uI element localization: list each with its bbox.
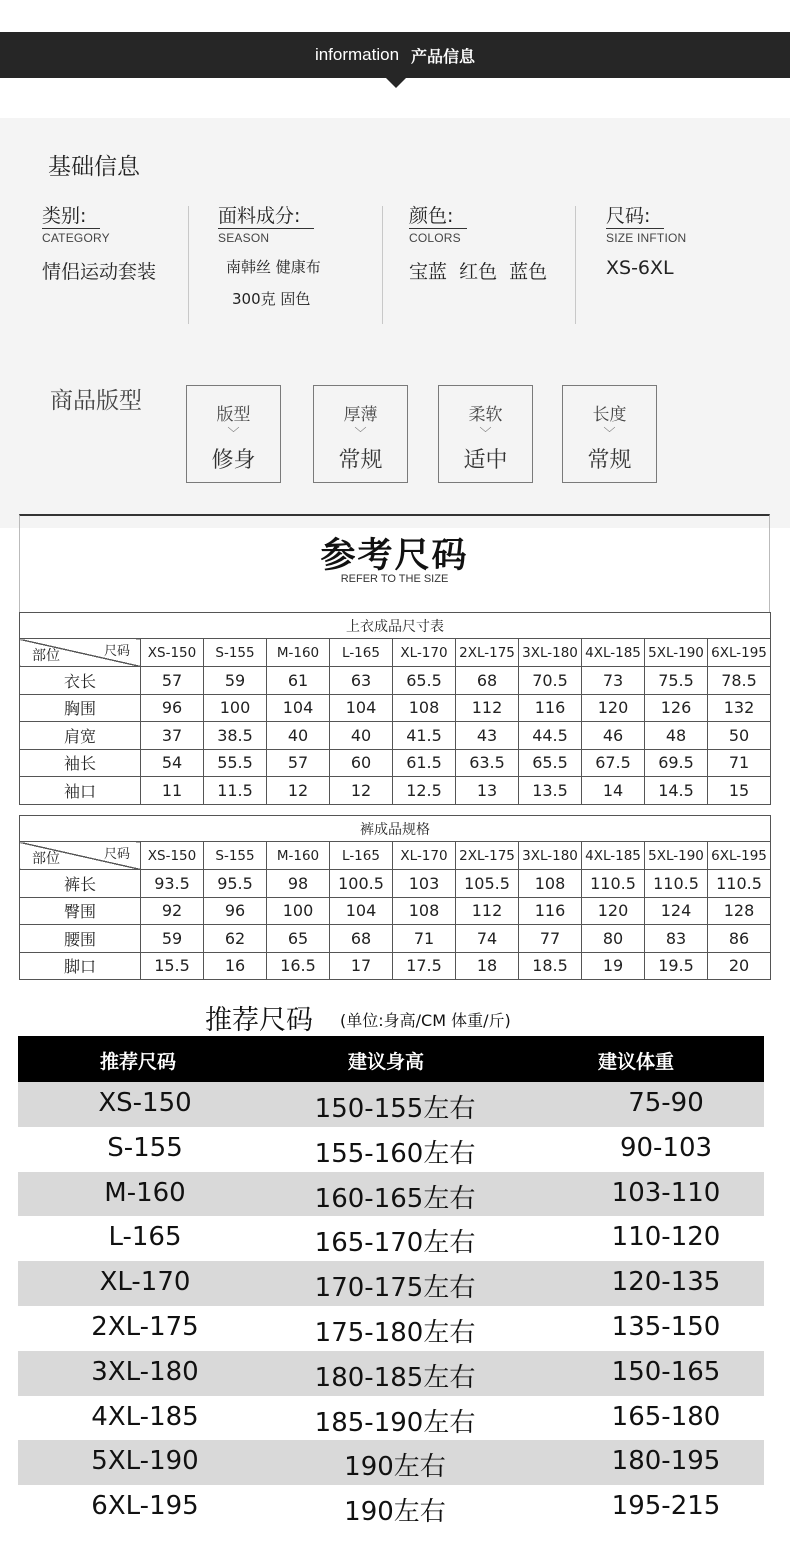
table-cell: 40: [267, 722, 330, 750]
recommend-height-cell: 170-175左右: [314, 1273, 476, 1304]
attr-sub: CATEGORY: [42, 231, 110, 245]
recommend-weight-cell: 110-120: [611, 1222, 721, 1253]
recommend-weight-cell: 120-135: [611, 1267, 721, 1298]
table-cell: 16: [204, 952, 267, 980]
recommend-height-cell: 180-185左右: [314, 1362, 476, 1393]
recommend-height-cell: 190左右: [344, 1452, 446, 1483]
recommend-size-cell: 4XL-185: [91, 1401, 199, 1432]
header-en: information: [314, 45, 400, 64]
top-size-table: [19, 612, 771, 805]
table-cell: 78.5: [708, 667, 771, 695]
table-cell: 71: [708, 749, 771, 777]
table-cell: 71: [393, 925, 456, 953]
table-cell: 100: [267, 897, 330, 925]
reference-size-header: [19, 514, 770, 612]
chevron-down-icon: ﹀: [227, 426, 240, 440]
table-cell: 57: [267, 749, 330, 777]
attr-label: 面料成分:: [218, 204, 314, 229]
table-row: [20, 722, 771, 750]
fit-title: 商品版型: [50, 388, 142, 414]
table-row: [20, 925, 771, 953]
size-header-cell: M-160: [267, 842, 330, 870]
table-cell: 108: [519, 870, 582, 898]
table-row: [20, 749, 771, 777]
recommend-unit: (单位:身高/CM 体重/斤): [340, 1011, 511, 1030]
table-caption-row: [20, 816, 771, 842]
size-header-cell: L-165: [330, 842, 393, 870]
recommend-weight-cell: 150-165: [611, 1356, 721, 1387]
table-cell: 108: [393, 897, 456, 925]
table-cell: 96: [204, 897, 267, 925]
attr-colors: [409, 204, 547, 284]
divider: [382, 206, 383, 324]
recommend-size-cell: S-155: [107, 1132, 183, 1163]
table-cell: 98: [267, 870, 330, 898]
attr-value: XS-6XL: [606, 257, 674, 279]
table-cell: 92: [141, 897, 204, 925]
table-cell: 13.5: [519, 777, 582, 805]
recommend-row: [18, 1261, 764, 1306]
bottom-size-table: [19, 815, 771, 980]
table-cell: 61: [267, 667, 330, 695]
recommend-weight-cell: 90-103: [619, 1132, 713, 1163]
table-row: [20, 777, 771, 805]
corner-part-label: 部位: [32, 648, 60, 664]
size-header-cell: XS-150: [141, 639, 204, 667]
size-header-cell: 4XL-185: [582, 639, 645, 667]
table-cell: 74: [456, 925, 519, 953]
recommend-header-height: 建议身高: [348, 1051, 425, 1073]
size-header-cell: 5XL-190: [645, 639, 708, 667]
table-cell: 70.5: [519, 667, 582, 695]
attr-value: 情侣运动套装: [42, 261, 157, 283]
table-cell: 46: [582, 722, 645, 750]
fit-box-thickness: [313, 385, 408, 483]
recommend-height-cell: 190左右: [344, 1497, 446, 1528]
table-cell: 105.5: [456, 870, 519, 898]
table-cell: 100.5: [330, 870, 393, 898]
recommend-size-cell: 3XL-180: [91, 1356, 199, 1387]
recommend-weight-cell: 75-90: [628, 1088, 704, 1118]
chevron-down-icon: ﹀: [603, 426, 616, 440]
table-cell: 60: [330, 749, 393, 777]
table-cell: 103: [393, 870, 456, 898]
table-cell: 112: [456, 694, 519, 722]
header-arrow-icon: [386, 78, 406, 88]
table-cell: 38.5: [204, 722, 267, 750]
table-cell: 116: [519, 897, 582, 925]
size-header-cell: 2XL-175: [456, 842, 519, 870]
table-cell: 17.5: [393, 952, 456, 980]
table-cell: 50: [708, 722, 771, 750]
table-corner-cell: [20, 842, 141, 870]
attr-sub: SIZE INFTION: [606, 231, 687, 245]
table-cell: 37: [141, 722, 204, 750]
table-cell: 18.5: [519, 952, 582, 980]
table-cell: 59: [204, 667, 267, 695]
row-name-cell: 裤长: [20, 870, 141, 898]
table-cell: 48: [645, 722, 708, 750]
table-cell: 12.5: [393, 777, 456, 805]
row-name-cell: 腰围: [20, 925, 141, 953]
size-header-cell: 3XL-180: [519, 639, 582, 667]
recommend-height-cell: 185-190左右: [314, 1407, 476, 1438]
fit-key: 长度: [592, 405, 627, 425]
table-cell: 126: [645, 694, 708, 722]
table-cell: 14.5: [645, 777, 708, 805]
table-row: [20, 897, 771, 925]
table-row: [20, 694, 771, 722]
table-cell: 12: [267, 777, 330, 805]
corner-part-label: 部位: [32, 851, 60, 867]
table-cell: 18: [456, 952, 519, 980]
recommend-size-cell: L-165: [108, 1222, 182, 1253]
size-header-cell: XL-170: [393, 639, 456, 667]
table-caption-row: [20, 613, 771, 639]
table-cell: 11.5: [204, 777, 267, 805]
size-header-cell: 3XL-180: [519, 842, 582, 870]
fit-box-softness: [438, 385, 533, 483]
basic-info-title: 基础信息: [48, 154, 140, 180]
fit-value: 常规: [338, 448, 383, 473]
attr-category: [42, 204, 156, 284]
recommend-header-size: 推荐尺码: [100, 1051, 177, 1073]
table-cell: 112: [456, 897, 519, 925]
fit-key: 厚薄: [343, 405, 378, 425]
table-cell: 65.5: [519, 749, 582, 777]
table-row: [20, 952, 771, 980]
size-header-cell: M-160: [267, 639, 330, 667]
recommend-size-cell: M-160: [104, 1177, 186, 1208]
corner-size-label: 尺码: [103, 644, 130, 659]
table-cell: 83: [645, 925, 708, 953]
table-cell: 65.5: [393, 667, 456, 695]
table-cell: 95.5: [204, 870, 267, 898]
table-cell: 63: [330, 667, 393, 695]
table-cell: 12: [330, 777, 393, 805]
table-cell: 55.5: [204, 749, 267, 777]
size-header-cell: S-155: [204, 842, 267, 870]
table-cell: 77: [519, 925, 582, 953]
size-header-cell: 4XL-185: [582, 842, 645, 870]
table-cell: 40: [330, 722, 393, 750]
recommend-height-cell: 155-160左右: [314, 1138, 476, 1169]
fit-key: 柔软: [468, 405, 503, 425]
table-cell: 128: [708, 897, 771, 925]
table-cell: 96: [141, 694, 204, 722]
recommend-row: [18, 1485, 764, 1530]
table-corner-cell: [20, 639, 141, 667]
table-cell: 124: [645, 897, 708, 925]
recommend-row: [18, 1127, 764, 1172]
attr-label: 类别:: [42, 204, 100, 229]
table-cell: 14: [582, 777, 645, 805]
recommend-header-row: [18, 1036, 764, 1082]
size-header-cell: 6XL-195: [708, 842, 771, 870]
table-row: [20, 870, 771, 898]
table-caption: 裤成品规格: [20, 816, 771, 842]
size-header-cell: 6XL-195: [708, 639, 771, 667]
row-name-cell: 袖口: [20, 777, 141, 805]
table-cell: 15.5: [141, 952, 204, 980]
info-header-bar: [0, 32, 790, 78]
row-name-cell: 袖长: [20, 749, 141, 777]
table-cell: 104: [267, 694, 330, 722]
table-cell: 19: [582, 952, 645, 980]
table-cell: 16.5: [267, 952, 330, 980]
size-header-cell: S-155: [204, 639, 267, 667]
table-cell: 20: [708, 952, 771, 980]
size-header-cell: 2XL-175: [456, 639, 519, 667]
fit-value: 常规: [587, 448, 632, 473]
attr-value: 宝蓝 红色 蓝色: [409, 261, 548, 283]
recommend-height-cell: 165-170左右: [314, 1228, 476, 1259]
table-header-row: [20, 842, 771, 870]
divider: [188, 206, 189, 324]
row-name-cell: 臀围: [20, 897, 141, 925]
recommend-size-cell: 5XL-190: [91, 1446, 199, 1477]
table-cell: 132: [708, 694, 771, 722]
table-cell: 86: [708, 925, 771, 953]
table-cell: 65: [267, 925, 330, 953]
table-cell: 57: [141, 667, 204, 695]
table-cell: 13: [456, 777, 519, 805]
table-cell: 80: [582, 925, 645, 953]
table-cell: 41.5: [393, 722, 456, 750]
table-cell: 68: [330, 925, 393, 953]
table-row: [20, 667, 771, 695]
fit-box-length: [562, 385, 657, 483]
size-header-cell: L-165: [330, 639, 393, 667]
recommend-row: [18, 1172, 764, 1217]
table-cell: 19.5: [645, 952, 708, 980]
corner-size-label: 尺码: [103, 847, 130, 862]
recommend-height-cell: 150-155左右: [314, 1094, 476, 1124]
table-header-row: [20, 639, 771, 667]
table-cell: 68: [456, 667, 519, 695]
recommend-size-cell: XL-170: [99, 1267, 191, 1298]
row-name-cell: 肩宽: [20, 722, 141, 750]
recommend-size-cell: XS-150: [98, 1088, 192, 1118]
chevron-down-icon: ﹀: [354, 426, 367, 440]
table-cell: 104: [330, 897, 393, 925]
recommend-weight-cell: 103-110: [611, 1177, 721, 1208]
table-cell: 44.5: [519, 722, 582, 750]
recommend-row: [18, 1306, 764, 1351]
table-cell: 59: [141, 925, 204, 953]
table-cell: 75.5: [645, 667, 708, 695]
recommend-row: [18, 1396, 764, 1441]
row-name-cell: 脚口: [20, 952, 141, 980]
row-name-cell: 衣长: [20, 667, 141, 695]
chevron-down-icon: ﹀: [479, 426, 492, 440]
recommend-height-cell: 175-180左右: [314, 1318, 476, 1348]
table-cell: 110.5: [708, 870, 771, 898]
table-cell: 43: [456, 722, 519, 750]
recommend-row: [18, 1440, 764, 1485]
attr-value-line: 300克 固色: [232, 290, 311, 308]
attr-value-line: 南韩丝 健康布: [226, 258, 321, 276]
header-zh: 产品信息: [411, 46, 476, 66]
recommend-weight-cell: 195-215: [611, 1491, 721, 1522]
fit-key: 版型: [216, 405, 251, 425]
table-cell: 62: [204, 925, 267, 953]
reference-subtitle: REFER TO THE SIZE: [340, 573, 449, 585]
table-cell: 93.5: [141, 870, 204, 898]
attr-size: [606, 204, 686, 279]
attr-sub: SEASON: [218, 231, 270, 245]
table-cell: 110.5: [582, 870, 645, 898]
table-cell: 110.5: [645, 870, 708, 898]
table-cell: 120: [582, 694, 645, 722]
table-caption: 上衣成品尺寸表: [20, 613, 771, 639]
table-cell: 108: [393, 694, 456, 722]
recommend-weight-cell: 135-150: [611, 1312, 721, 1342]
table-cell: 67.5: [582, 749, 645, 777]
recommend-size-cell: 6XL-195: [91, 1491, 199, 1522]
table-cell: 11: [141, 777, 204, 805]
table-cell: 73: [582, 667, 645, 695]
fit-value: 适中: [463, 448, 508, 473]
table-cell: 54: [141, 749, 204, 777]
table-cell: 61.5: [393, 749, 456, 777]
reference-title: 参考尺码: [320, 536, 469, 576]
recommend-row: [18, 1216, 764, 1261]
table-cell: 100: [204, 694, 267, 722]
divider: [575, 206, 576, 324]
size-header-cell: XS-150: [141, 842, 204, 870]
recommend-row: [18, 1082, 764, 1127]
recommend-header-weight: 建议体重: [598, 1051, 675, 1073]
table-cell: 63.5: [456, 749, 519, 777]
table-cell: 116: [519, 694, 582, 722]
table-cell: 120: [582, 897, 645, 925]
recommend-weight-cell: 180-195: [611, 1446, 721, 1477]
attr-sub: COLORS: [409, 231, 461, 245]
size-header-cell: 5XL-190: [645, 842, 708, 870]
table-cell: 17: [330, 952, 393, 980]
attr-fabric: [218, 204, 321, 315]
recommend-row: [18, 1351, 764, 1396]
table-cell: 69.5: [645, 749, 708, 777]
fit-value: 修身: [211, 448, 256, 473]
table-cell: 104: [330, 694, 393, 722]
attr-label: 颜色:: [409, 204, 467, 229]
recommend-title: 推荐尺码: [205, 1005, 313, 1036]
recommend-weight-cell: 165-180: [611, 1401, 721, 1432]
basic-info-panel: [0, 118, 790, 528]
attr-label: 尺码:: [606, 204, 664, 229]
size-header-cell: XL-170: [393, 842, 456, 870]
row-name-cell: 胸围: [20, 694, 141, 722]
recommend-size-cell: 2XL-175: [91, 1312, 199, 1342]
fit-box-shape: [186, 385, 281, 483]
table-cell: 15: [708, 777, 771, 805]
recommend-height-cell: 160-165左右: [314, 1183, 476, 1214]
